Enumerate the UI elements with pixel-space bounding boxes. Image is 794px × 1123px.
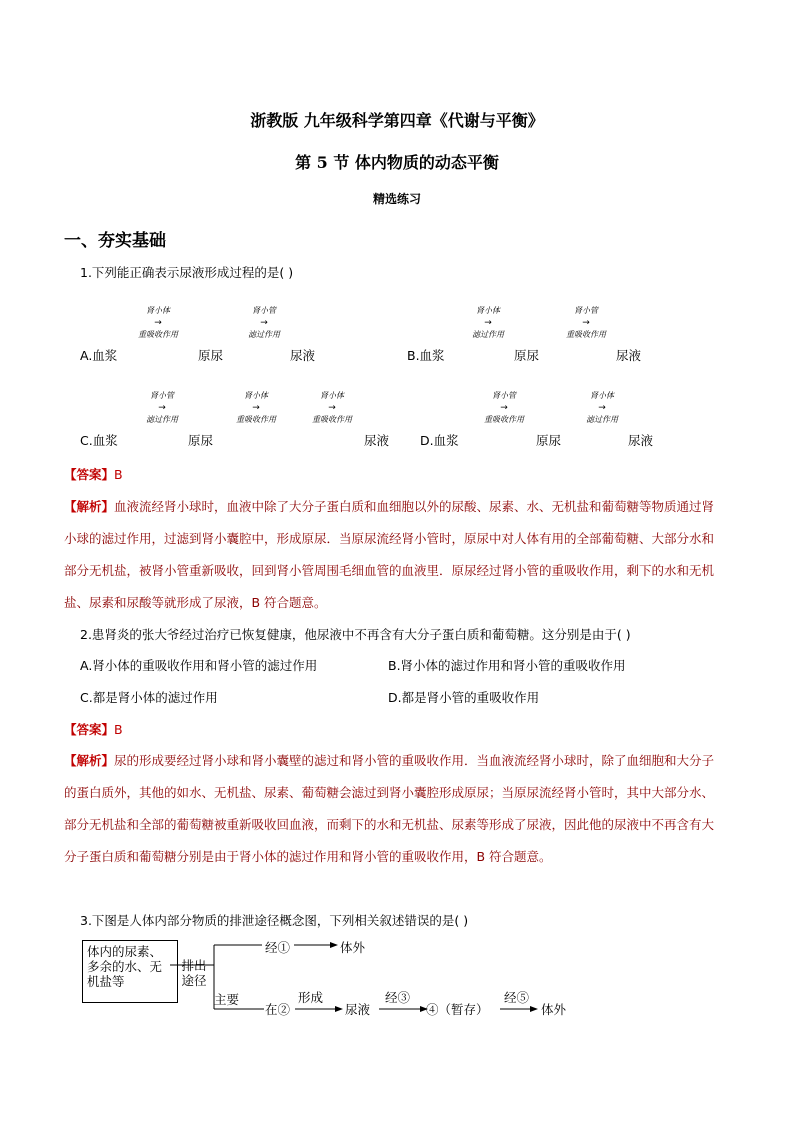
q1-option-d-arrow-2: 肾小体 → 滤过作用: [586, 391, 618, 424]
q1-option-b-label: B.血浆: [407, 348, 445, 363]
q1-option-b-end: 尿液: [616, 348, 642, 363]
q2-option-d: D.都是肾小管的重吸收作用: [388, 690, 540, 705]
q3-upper-end: 体外: [340, 940, 366, 955]
section-heading: 一、夯实基础: [64, 231, 166, 251]
q1-analysis: 【解析】血液流经肾小球时，血液中除了大分子蛋白质和血细胞以外的尿酸、尿素、水、无机盐和葡萄糖等物质通过肾小球的滤过作用，过滤到肾小囊腔中，形成原尿．当原尿流经肾小管时，原尿中对人体有用的全部葡萄糖、大部分水和部分无机盐，被肾小管重新吸收，回到肾小管周围毛细血管的血液里．原尿经过肾小管的重吸收作用，剩下的水和无机盐、尿素和尿酸等就形成了尿液，B 符合题意。: [64, 499, 715, 610]
q3-lower-mid: 尿液: [345, 1002, 371, 1017]
q1-option-c-arrow-3: 肾小体 → 重吸收作用: [312, 391, 352, 424]
q3-lower-arrow-2: 经③: [385, 990, 411, 1005]
q2-option-b: B.肾小体的滤过作用和肾小管的重吸收作用: [388, 658, 626, 673]
q3-lower-arrow-3: 经⑤: [504, 990, 530, 1005]
question-1-stem: 1.下列能正确表示尿液形成过程的是( ): [80, 265, 294, 280]
question-3-stem: 3.下图是人体内部分物质的排泄途径概念图，下列相关叙述错误的是( ): [80, 913, 469, 928]
q3-route-label: 排出途径: [181, 958, 207, 988]
q1-option-a-label: A.血浆: [80, 348, 118, 363]
q2-answer: 【答案】B: [64, 722, 123, 737]
q1-option-b-mid: 原尿: [514, 348, 540, 363]
q2-analysis: 【解析】尿的形成要经过肾小球和肾小囊壁的滤过和肾小管的重吸收作用．当血液流经肾小球时，除了血细胞和大分子的蛋白质外，其他的如水、无机盐、尿素、葡萄糖会滤过到肾小囊腔形成原尿；当原尿流经肾小管时，其中大部分水、部分无机盐和全部的葡萄糖被重新吸收回血液，而剩下的水和无机盐、尿素等形成了尿液，因此他的尿液中不再含有大分子蛋白质和葡萄糖分别是由于肾小体的滤过作用和肾小管的重吸收作用，B 符合题意。: [64, 753, 715, 864]
q1-option-c-arrow-1: 肾小管 → 滤过作用: [146, 391, 178, 424]
q1-option-a-mid: 原尿: [198, 348, 224, 363]
page-title: 浙教版 九年级科学第四章《代谢与平衡》: [250, 111, 544, 130]
q1-option-c-mid: 原尿: [188, 433, 214, 448]
q1-option-c-arrow-2: 肾小体 → 重吸收作用: [236, 391, 276, 424]
q1-option-c-end: 尿液: [364, 433, 390, 448]
q2-option-a: A.肾小体的重吸收作用和肾小管的滤过作用: [80, 658, 318, 673]
q1-option-a-arrow-2: 肾小管 → 滤过作用: [248, 306, 280, 339]
q3-main-label: 主要: [214, 992, 240, 1007]
q1-option-d-mid: 原尿: [536, 433, 562, 448]
q3-upper-path: 经①: [265, 940, 291, 955]
q1-answer: 【答案】B: [64, 467, 123, 482]
q3-lower-arrow-1: 形成: [298, 990, 324, 1005]
q1-option-d-label: D.血浆: [420, 433, 459, 448]
q1-option-a-end: 尿液: [290, 348, 316, 363]
q2-option-c: C.都是肾小体的滤过作用: [80, 690, 218, 705]
q1-option-d-end: 尿液: [628, 433, 654, 448]
page-subtitle: 精选练习: [372, 192, 421, 206]
section-title: 第 5 节 体内物质的动态平衡: [295, 153, 499, 172]
q1-option-b-arrow-2: 肾小管 → 重吸收作用: [566, 306, 606, 339]
q1-option-b-arrow-1: 肾小体 → 滤过作用: [472, 306, 504, 339]
question-2-stem: 2.患肾炎的张大爷经过治疗已恢复健康，他尿液中不再含有大分子蛋白质和葡萄糖。这分别是由于( ): [80, 627, 631, 642]
q1-option-a-arrow-1: 肾小体 → 重吸收作用: [138, 306, 178, 339]
q3-diagram-box: 体内的尿素、多余的水、无机盐等: [82, 940, 178, 1003]
q3-lower-start: 在②: [265, 1002, 291, 1017]
q1-option-c-label: C.血浆: [80, 433, 118, 448]
q3-lower-end: 体外: [541, 1002, 567, 1017]
q1-option-d-arrow-1: 肾小管 → 重吸收作用: [484, 391, 524, 424]
q3-lower-store: ④（暂存）: [426, 1002, 489, 1017]
